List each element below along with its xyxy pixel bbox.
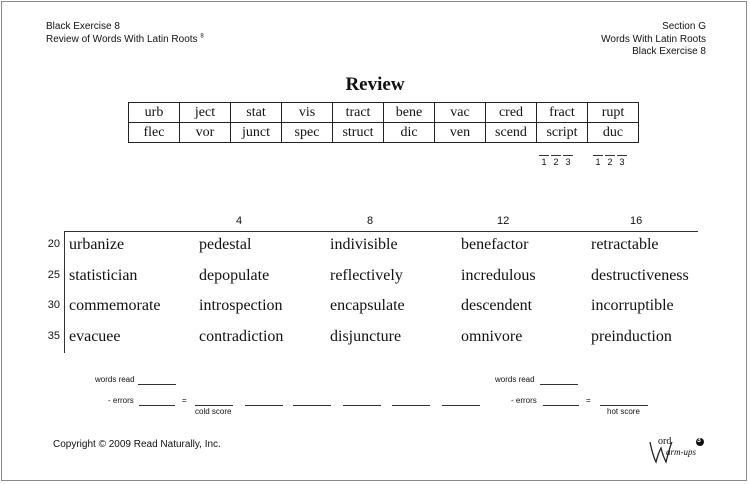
root-cell: vor <box>180 123 231 143</box>
word-item: descendent <box>461 297 533 314</box>
copyright-text: Copyright © 2009 Read Naturally, Inc. <box>53 439 221 450</box>
exercise-label: Black Exercise 8 <box>46 21 120 32</box>
word-item: depopulate <box>199 267 270 284</box>
errors-blank-hot <box>543 405 579 406</box>
errors-blank-cold <box>139 405 175 406</box>
root-cell: flec <box>129 123 180 143</box>
root-cell: script <box>537 123 588 143</box>
words-read-blank-cold <box>138 384 176 385</box>
column-number: 4 <box>236 215 243 227</box>
root-cell: vis <box>282 103 333 123</box>
word-item: statistician <box>69 267 138 284</box>
word-item: benefactor <box>461 236 529 253</box>
word-item: destructiveness <box>591 267 689 284</box>
word-item: preinduction <box>591 328 672 345</box>
hot-score-label: hot score <box>607 407 640 416</box>
score-blank <box>442 405 480 406</box>
row-number: 25 <box>47 269 60 281</box>
root-cell: tract <box>333 103 384 123</box>
root-cell: bene <box>384 103 435 123</box>
equals-sign-cold: = <box>182 396 187 405</box>
column-number: 8 <box>367 215 374 227</box>
row-number: 20 <box>47 238 60 250</box>
column-number: 12 <box>497 215 510 227</box>
root-cell: dic <box>384 123 435 143</box>
word-item: omnivore <box>461 328 523 345</box>
errors-label-hot: - errors <box>511 396 537 405</box>
tally-label: 3 <box>617 155 627 167</box>
root-cell: fract <box>537 103 588 123</box>
exercise-subtitle: Review of Words With Latin Roots $^8$ <box>46 33 204 45</box>
roots-table <box>128 102 639 143</box>
root-cell: junct <box>231 123 282 143</box>
score-blank <box>293 405 331 406</box>
grid-left-rule <box>64 231 65 353</box>
row-number: 30 <box>47 299 60 311</box>
logo-bottom-text: arm-ups <box>666 447 697 457</box>
roots-row-2 <box>129 123 639 143</box>
errors-label-cold: - errors <box>108 396 134 405</box>
word-item: retractable <box>591 236 659 253</box>
score-blank <box>343 405 381 406</box>
tally-label: 3 <box>563 155 573 167</box>
equals-sign-hot: = <box>586 396 591 405</box>
root-cell: rupt <box>588 103 639 123</box>
root-cell: vac <box>435 103 486 123</box>
root-cell: ven <box>435 123 486 143</box>
cold-score-blank <box>195 405 233 406</box>
score-blank <box>392 405 430 406</box>
header-right <box>601 21 706 59</box>
tally-label: 2 <box>551 155 561 167</box>
roots-row-1 <box>129 103 639 123</box>
root-cell: ject <box>180 103 231 123</box>
words-read-label-cold: words read <box>95 375 135 384</box>
word-item: incorruptible <box>591 297 674 314</box>
word-item: encapsulate <box>330 297 405 314</box>
word-item: incredulous <box>461 267 536 284</box>
words-read-label-hot: words read <box>495 375 535 384</box>
word-item: disjuncture <box>330 328 402 345</box>
word-item: introspection <box>199 297 283 314</box>
root-cell: cred <box>486 103 537 123</box>
root-cell: spec <box>282 123 333 143</box>
word-warm-ups-logo <box>646 436 706 466</box>
row-number: 35 <box>47 330 60 342</box>
cold-score-label: cold score <box>195 407 232 416</box>
root-cell: duc <box>588 123 639 143</box>
tally-group-1 <box>538 155 574 167</box>
word-item: contradiction <box>199 328 284 345</box>
word-item: commemorate <box>69 297 161 314</box>
superscript-number: 8 <box>200 33 204 40</box>
header-left <box>46 21 204 46</box>
word-item: reflectively <box>330 267 403 284</box>
word-item: indivisible <box>330 236 398 253</box>
word-item: evacuee <box>69 328 121 345</box>
score-blank <box>245 405 283 406</box>
logo-top-text: ord <box>658 436 672 447</box>
words-read-blank-hot <box>540 384 578 385</box>
section-label: Section G <box>662 21 706 32</box>
column-number: 16 <box>630 215 643 227</box>
tally-label: 1 <box>593 155 603 167</box>
root-cell: urb <box>129 103 180 123</box>
hot-score-blank <box>600 405 648 406</box>
root-cell: struct <box>333 123 384 143</box>
logo-badge: 3 <box>697 437 701 444</box>
tally-label: 2 <box>605 155 615 167</box>
word-item: pedestal <box>199 236 252 253</box>
exercise-label-right: Black Exercise 8 <box>632 46 706 57</box>
page-title: Review <box>345 74 405 95</box>
section-topic: Words With Latin Roots <box>601 33 706 45</box>
word-item: urbanize <box>69 236 125 253</box>
tally-group-2 <box>592 155 628 167</box>
tally-label: 1 <box>539 155 549 167</box>
grid-top-rule <box>64 231 698 232</box>
root-cell: scend <box>486 123 537 143</box>
root-cell: stat <box>231 103 282 123</box>
